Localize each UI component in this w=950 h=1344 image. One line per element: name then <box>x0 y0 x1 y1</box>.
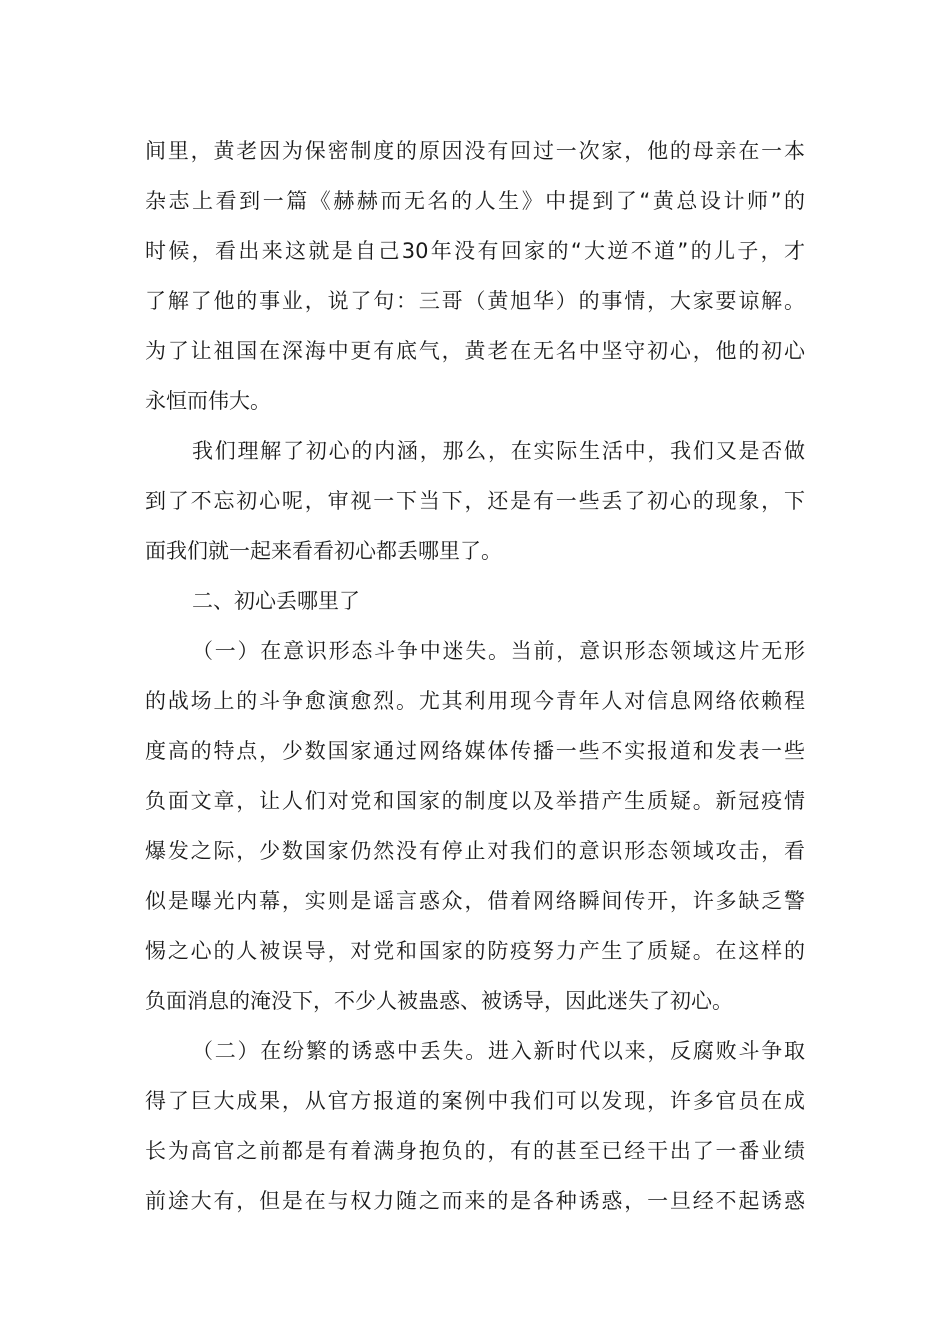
text-line: 面我们就一起来看看初心都丢哪里了。 <box>145 539 502 563</box>
text-line: 间里，黄老因为保密制度的原因没有回过一次家，他的母亲在一本 <box>145 139 805 163</box>
paragraph-first-line: （一）在意识形态斗争中迷失。当前，意识形态领域这片无形 <box>192 639 805 663</box>
text-line: 杂志上看到一篇《赫赫而无名的人生》中提到了“黄总设计师”的 <box>145 189 805 213</box>
text-line: 为了让祖国在深海中更有底气，黄老在无名中坚守初心，他的初心 <box>145 339 805 363</box>
text-line: 似是曝光内幕，实则是谣言惑众，借着网络瞬间传开，许多缺乏警 <box>145 889 805 913</box>
text-line: 长为高官之前都是有着满身抱负的，有的甚至已经干出了一番业绩 <box>145 1139 805 1163</box>
section-heading: 二、初心丢哪里了 <box>192 589 360 613</box>
text-line: 前途大有，但是在与权力随之而来的是各种诱惑，一旦经不起诱惑 <box>145 1189 805 1213</box>
text-line: 度高的特点，少数国家通过网络媒体传播一些不实报道和发表一些 <box>145 739 805 763</box>
text-line: 永恒而伟大。 <box>145 389 271 413</box>
text-line: 负面文章，让人们对党和国家的制度以及举措产生质疑。新冠疫情 <box>145 789 805 813</box>
text-line: 了解了他的事业，说了句：三哥（黄旭华）的事情，大家要谅解。 <box>145 289 805 313</box>
text-line: 到了不忘初心呢，审视一下当下，还是有一些丢了初心的现象，下 <box>145 489 805 513</box>
paragraph-first-line: （二）在纷繁的诱惑中丢失。进入新时代以来，反腐败斗争取 <box>192 1039 805 1063</box>
text-line: 惕之心的人被误导，对党和国家的防疫努力产生了质疑。在这样的 <box>145 939 805 963</box>
paragraph-first-line: 我们理解了初心的内涵，那么，在实际生活中，我们又是否做 <box>192 439 805 463</box>
text-line: 爆发之际，少数国家仍然没有停止对我们的意识形态领域攻击，看 <box>145 839 805 863</box>
text-line: 时候，看出来这就是自己30年没有回家的“大逆不道”的儿子，才 <box>145 239 805 263</box>
text-line: 负面消息的淹没下，不少人被蛊惑、被诱导，因此迷失了初心。 <box>145 989 733 1013</box>
text-line: 得了巨大成果，从官方报道的案例中我们可以发现，许多官员在成 <box>145 1089 805 1113</box>
text-line: 的战场上的斗争愈演愈烈。尤其利用现今青年人对信息网络依赖程 <box>145 689 805 713</box>
